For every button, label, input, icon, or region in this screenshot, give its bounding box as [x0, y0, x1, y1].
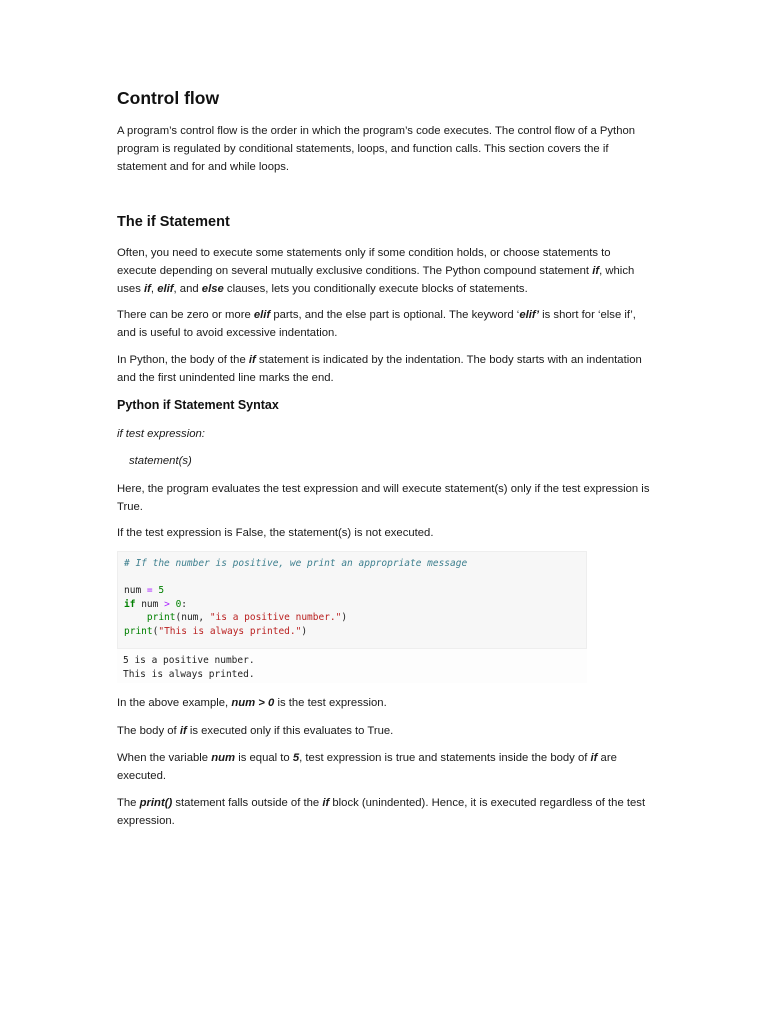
syntax-paragraph-2: If the test expression is False, the statement(s) is not executed. [117, 527, 434, 539]
code-line-print-1: print(num, "is a positive number.") [146, 612, 348, 623]
syntax-line-if: if test expression: [117, 428, 205, 440]
section-heading-syntax: Python if Statement Syntax [117, 398, 279, 412]
section-heading-if-statement: The if Statement [117, 214, 230, 230]
page-title: Control flow [117, 88, 220, 108]
output-line: 5 is a positive number. [123, 655, 255, 666]
explanation-paragraph-1: In the above example, num > 0 is the test expression. [117, 697, 387, 709]
syntax-line-statements: statement(s) [129, 455, 192, 467]
code-input-cell [117, 551, 587, 649]
syntax-paragraph-1: Here, the program evaluates the test expression and will execute statement(s) only if the test expression is True. [117, 483, 650, 513]
if-statement-paragraph-3: In Python, the body of the if statement is indicated by the indentation. The body starts with an indentation and the first unindented line marks the end. [117, 354, 642, 384]
code-line-if: if num > 0: [124, 598, 188, 610]
explanation-paragraph-4: The print() statement falls outside of the if block (unindented). Hence, it is executed regardless of the test expression. [117, 797, 646, 827]
output-line: This is always printed. [123, 668, 255, 680]
explanation-paragraph-3: When the variable num is equal to 5, test expression is true and statements inside the body of if are executed. [117, 752, 617, 782]
if-statement-paragraph-1: Often, you need to execute some statements only if some condition holds, or choose statements to execute depending on several mutually exclusive conditions. The Python compound statement if, which uses if, elif, and else clauses, lets you conditionally execute blocks of statements. [117, 247, 635, 295]
code-line-assign: num = 5 [124, 585, 165, 596]
intro-paragraph: A program’s control flow is the order in which the program’s code executes. The control flow of a Python program is regulated by conditional statements, loops, and function calls. This section covers the if statement and for and while loops. [117, 125, 636, 173]
code-line-print-2: print("This is always printed.") [124, 625, 308, 637]
code-example [117, 551, 587, 683]
code-comment: # If the number is positive, we print an appropriate message [124, 558, 468, 569]
if-statement-paragraph-2: There can be zero or more elif parts, and the else part is optional. The keyword ‘elif’ is short for ‘else if’, and is useful to avoid excessive indentation. [117, 309, 636, 339]
code-output-cell [117, 649, 587, 683]
explanation-paragraph-2: The body of if is executed only if this evaluates to True. [117, 725, 394, 737]
